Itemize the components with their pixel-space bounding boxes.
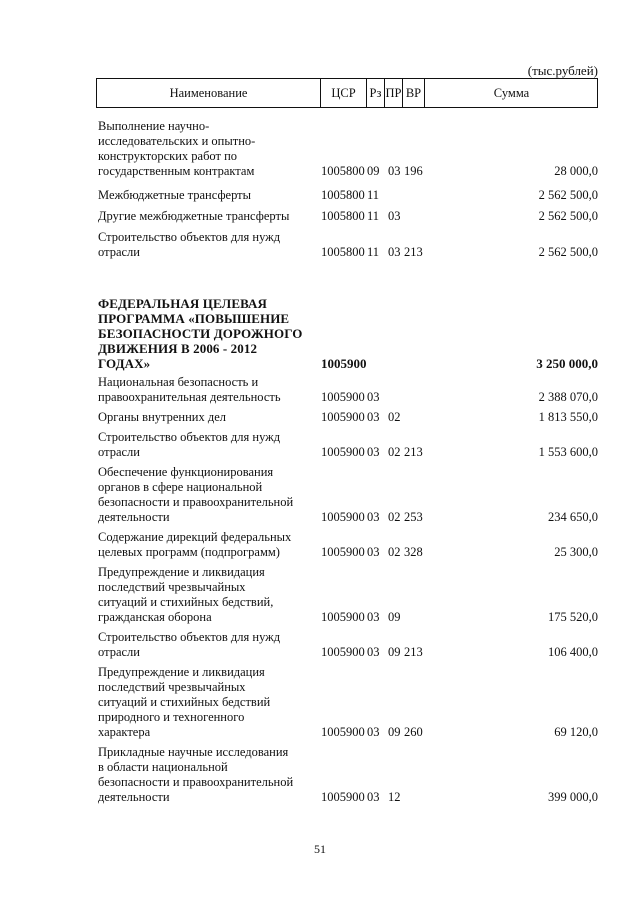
row-name-line: ПРОГРАММА «ПОВЫШЕНИЕ [98,311,290,326]
row-rz: 03 [367,410,380,424]
row-name-line: Выполнение научно- [98,119,210,133]
row-pr: 12 [388,790,401,804]
header-name: Наименование [97,79,321,107]
row-csr: 1005900 [321,356,367,371]
row-name-line: в области национальной [98,760,228,774]
row-name-line: Органы внутренних дел [98,410,227,424]
row-rz: 03 [367,390,380,404]
row-pr: 09 [388,645,401,659]
table-row [0,410,640,425]
row-sum: 399 000,0 [548,790,598,804]
table-row [0,430,640,460]
row-sum: 1 813 550,0 [538,410,598,424]
row-pr: 03 [388,245,401,259]
row-pr: 03 [388,209,401,223]
row-sum: 175 520,0 [548,610,598,624]
table-row [0,465,640,525]
row-name-line: Прикладные научные исследования [98,745,289,759]
row-name [98,465,320,525]
row-rz: 03 [367,445,380,459]
row-sum: 234 650,0 [548,510,598,524]
row-name-line: государственным контрактам [98,164,255,178]
row-name [98,430,320,460]
row-name-line: Межбюджетные трансферты [98,188,252,202]
table-row [0,630,640,660]
row-rz: 03 [367,510,380,524]
row-name [98,188,320,203]
header-pr: ПР [385,79,403,107]
row-sum: 69 120,0 [554,725,598,739]
header-vr: ВР [403,79,425,107]
table-row [0,665,640,740]
row-rz: 11 [367,245,380,259]
row-pr: 02 [388,510,401,524]
row-csr: 1005900 [321,645,365,659]
row-sum: 28 000,0 [554,164,598,178]
row-vr: 196 [404,164,423,178]
row-rz: 03 [367,610,380,624]
row-name-line: последствий чрезвычайных [98,580,246,594]
row-name [98,530,320,560]
row-name-line: Содержание дирекций федеральных [98,530,292,544]
row-name [98,565,320,625]
table-row [0,565,640,625]
row-csr: 1005800 [321,209,365,223]
row-rz: 03 [367,545,380,559]
row-name-line: Строительство объектов для нужд [98,230,281,244]
page-number: 51 [314,842,326,856]
row-pr: 02 [388,445,401,459]
row-name-line: правоохранительная деятельность [98,390,281,404]
row-name-line: ГОДАХ» [98,356,151,371]
row-csr: 1005900 [321,445,365,459]
row-name [98,119,320,179]
row-rz: 11 [367,188,380,202]
header-csr: ЦСР [321,79,367,107]
row-name-line: ФЕДЕРАЛЬНАЯ ЦЕЛЕВАЯ [98,296,268,311]
table-row [0,296,640,371]
row-name-line: Другие межбюджетные трансферты [98,209,290,223]
row-vr: 213 [404,445,423,459]
row-pr: 02 [388,545,401,559]
row-name-line: Предупреждение и ликвидация [98,565,265,579]
row-name-line: конструкторских работ по [98,149,238,163]
row-name-line: отрасли [98,645,140,659]
row-vr: 213 [404,245,423,259]
row-name-line: гражданская оборона [98,610,212,624]
row-name-line: исследовательских и опытно- [98,134,256,148]
row-name-line: Строительство объектов для нужд [98,430,281,444]
row-csr: 1005900 [321,410,365,424]
row-name-line: безопасности и правоохранительной [98,775,294,789]
row-csr: 1005900 [321,610,365,624]
row-csr: 1005900 [321,725,365,739]
row-name-line: Предупреждение и ликвидация [98,665,265,679]
row-name-line: деятельности [98,790,170,804]
row-name-line: безопасности и правоохранительной [98,495,294,509]
table-row [0,745,640,805]
row-name-line: ДВИЖЕНИЯ В 2006 - 2012 [98,341,258,356]
row-name-line: отрасли [98,245,140,259]
units-label: (тыс.рублей) [527,63,598,78]
row-csr: 1005800 [321,245,365,259]
row-name-line: Национальная безопасность и [98,375,259,389]
row-pr: 09 [388,610,401,624]
row-csr: 1005900 [321,510,365,524]
table-row [0,119,640,179]
row-csr: 1005900 [321,790,365,804]
header-rz: Рз [367,79,385,107]
row-name [98,630,320,660]
row-csr: 1005900 [321,390,365,404]
row-pr: 02 [388,410,401,424]
row-sum: 25 300,0 [554,545,598,559]
table-header [96,78,598,108]
table-body [0,114,640,805]
row-pr: 03 [388,164,401,178]
row-name-line: деятельности [98,510,170,524]
row-name [98,296,320,371]
row-sum: 2 562 500,0 [538,188,598,202]
table-row [0,209,640,224]
row-name [98,745,320,805]
row-csr: 1005900 [321,545,365,559]
table-row [0,530,640,560]
row-rz: 11 [367,209,380,223]
row-vr: 328 [404,545,423,559]
row-name [98,375,320,405]
row-name-line: Обеспечение функционирования [98,465,274,479]
row-vr: 260 [404,725,423,739]
row-sum: 3 250 000,0 [536,356,598,371]
row-name-line: отрасли [98,445,140,459]
row-name-line: природного и техногенного [98,710,245,724]
row-name [98,665,320,740]
row-rz: 09 [367,164,380,178]
row-pr: 09 [388,725,401,739]
row-name-line: целевых программ (подпрограмм) [98,545,280,559]
row-name [98,209,320,224]
row-sum: 106 400,0 [548,645,598,659]
table-row [0,375,640,405]
row-csr: 1005800 [321,164,365,178]
row-name-line: Строительство объектов для нужд [98,630,281,644]
row-name-line: ситуаций и стихийных бедствий, [98,595,274,609]
row-vr: 253 [404,510,423,524]
row-rz: 03 [367,645,380,659]
row-sum: 2 562 500,0 [538,209,598,223]
row-name-line: БЕЗОПАСНОСТИ ДОРОЖНОГО [98,326,303,341]
row-name-line: ситуаций и стихийных бедствий [98,695,271,709]
row-name-line: последствий чрезвычайных [98,680,246,694]
header-sum: Сумма [493,86,530,100]
row-rz: 03 [367,790,380,804]
row-sum: 2 388 070,0 [538,390,598,404]
row-csr: 1005800 [321,188,365,202]
row-sum: 2 562 500,0 [538,245,598,259]
row-name [98,410,320,425]
row-rz: 03 [367,725,380,739]
row-sum: 1 553 600,0 [538,445,598,459]
table-row [0,188,640,203]
table-row [0,230,640,260]
row-name-line: органов в сфере национальной [98,480,263,494]
row-name [98,230,320,260]
row-vr: 213 [404,645,423,659]
row-name-line: характера [98,725,151,739]
